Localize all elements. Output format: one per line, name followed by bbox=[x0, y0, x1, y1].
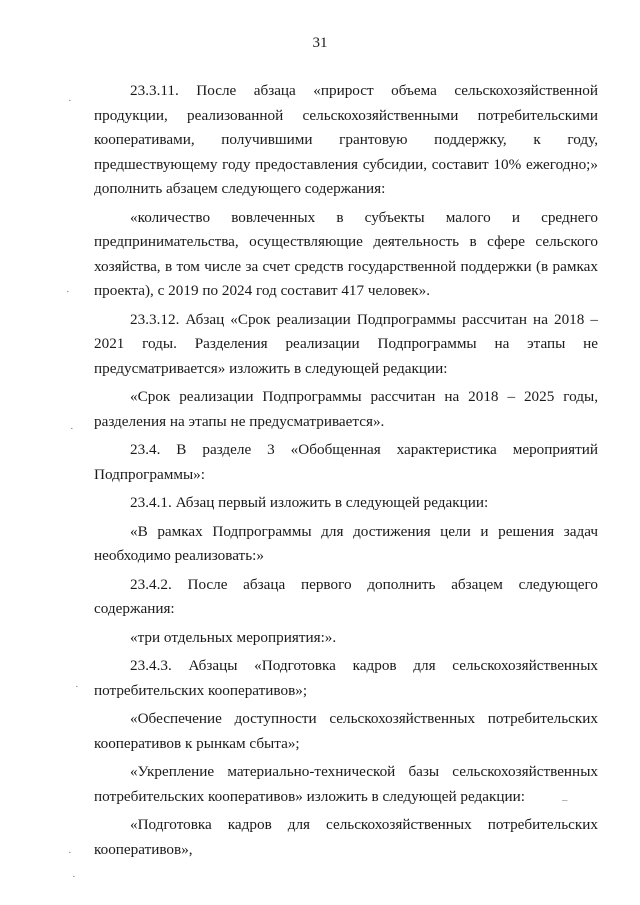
paragraph-23-4-2: 23.4.2. После абзаца первого дополнить абзацем следующего содержания: bbox=[94, 575, 598, 617]
paragraph-quote-participants: «количество вовлеченных в субъекты малого и среднего предпринимательства, осуществляющие деятельность в сфере сельского хозяйства, в том числе за счет средств государственной поддержки (в рамках проекта), с 2019 по 2024 год составит 417 человек». bbox=[94, 208, 598, 299]
scan-speck: · bbox=[72, 871, 76, 883]
paragraph-quote-goal: «В рамках Подпрограммы для достижения цели и решения задач необходимо реализовать:» bbox=[94, 522, 598, 564]
paragraph-quote-market-access: «Обеспечение доступности сельскохозяйственных потребительских кооперативов к рынкам сбыта»; bbox=[94, 710, 598, 752]
scan-speck: · bbox=[66, 286, 70, 298]
scan-speck: · bbox=[68, 847, 72, 859]
paragraph-23-4-1: 23.4.1. Абзац первый изложить в следующей редакции: bbox=[130, 494, 489, 511]
scan-speck: – bbox=[562, 794, 568, 806]
paragraph-quote-training: «Подготовка кадров для сельскохозяйственных потребительских кооперативов», bbox=[94, 816, 598, 858]
paragraph-quote-term: «Срок реализации Подпрограммы рассчитан на 2018 – 2025 годы, разделения на этапы не предусматривается». bbox=[94, 388, 598, 430]
scan-speck: · bbox=[70, 423, 74, 435]
document-body bbox=[94, 79, 598, 866]
scan-speck: · bbox=[75, 681, 79, 693]
scan-speck: · bbox=[68, 95, 72, 107]
paragraph-quote-material-base: «Укрепление материально-технической базы сельскохозяйственных потребительских кооперативов» изложить в следующей редакции: bbox=[94, 763, 598, 805]
paragraph-23-3-12: 23.3.12. Абзац «Срок реализации Подпрограммы рассчитан на 2018 – 2021 годы. Разделения реализации Подпрограммы на этапы не предусматривается» изложить в следующей редакции: bbox=[94, 310, 598, 377]
paragraph-23-4: 23.4. В разделе 3 «Обобщенная характеристика мероприятий Подпрограммы»: bbox=[94, 441, 598, 483]
paragraph-23-4-3: 23.4.3. Абзацы «Подготовка кадров для сельскохозяйственных потребительских кооперативов»; bbox=[94, 657, 598, 699]
paragraph-23-3-11: 23.3.11. После абзаца «прирост объема сельскохозяйственной продукции, реализованной сельскохозяйственными потребительскими кооперативами, получившими грантовую поддержку, к году, предшествующему году предоставления субсидии, составит 10% ежегодно;» дополнить абзацем следующего содержания: bbox=[94, 82, 598, 197]
paragraph-quote-three-measures: «три отдельных мероприятия:». bbox=[130, 628, 337, 646]
page-number: 31 bbox=[312, 35, 328, 51]
